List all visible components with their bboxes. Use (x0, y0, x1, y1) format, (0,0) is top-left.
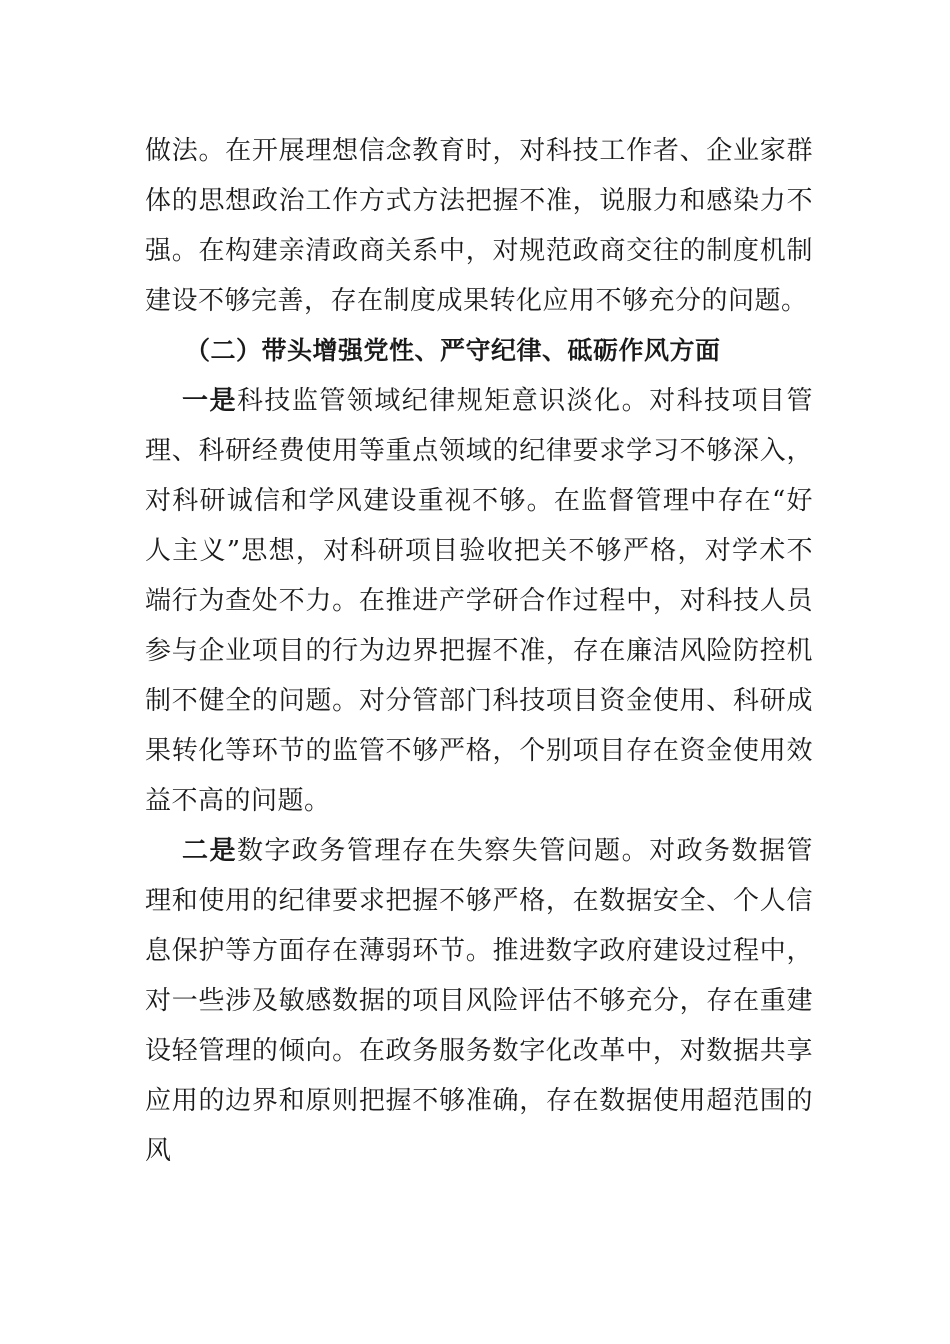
point-one-lead: 一是 (182, 386, 237, 416)
paragraph-continuation: 做法。在开展理想信念教育时，对科技工作者、企业家群体的思想政治工作方式方法把握不准，说服力和感染力不强。在构建亲清政商关系中，对规范政商交往的制度机制建设不够完善，存在制度成果转化应用不够充分的问题。 (145, 136, 813, 316)
section-heading: （二）带头增强党性、严守纪律、砥砺作风方面 (185, 336, 721, 365)
paragraph-point-one (145, 376, 813, 826)
point-two-body: 数字政务管理存在失察失管问题。对政务数据管理和使用的纪律要求把握不够严格，在数据安全、个人信息保护等方面存在薄弱环节。推进数字政府建设过程中，对一些涉及敏感数据的项目风险评估不够充分，存在重建设轻管理的倾向。在政务服务数字化改革中，对数据共享应用的边界和原则把握不够准确，存在数据使用超范围的风 (145, 836, 813, 1166)
point-one-body: 科技监管领域纪律规矩意识淡化。对科技项目管理、科研经费使用等重点领域的纪律要求学习不够深入，对科研诚信和学风建设重视不够。在监督管理中存在“好人主义”思想，对科研项目验收把关不够严格，对学术不端行为查处不力。在推进产学研合作过程中，对科技人员参与企业项目的行为边界把握不准，存在廉洁风险防控机制不健全的问题。对分管部门科技项目资金使用、科研成果转化等环节的监管不够严格，个别项目存在资金使用效益不高的问题。 (145, 386, 813, 816)
paragraph-point-two (145, 826, 813, 1176)
point-two-lead: 二是 (182, 836, 237, 866)
document-body (145, 126, 813, 1176)
